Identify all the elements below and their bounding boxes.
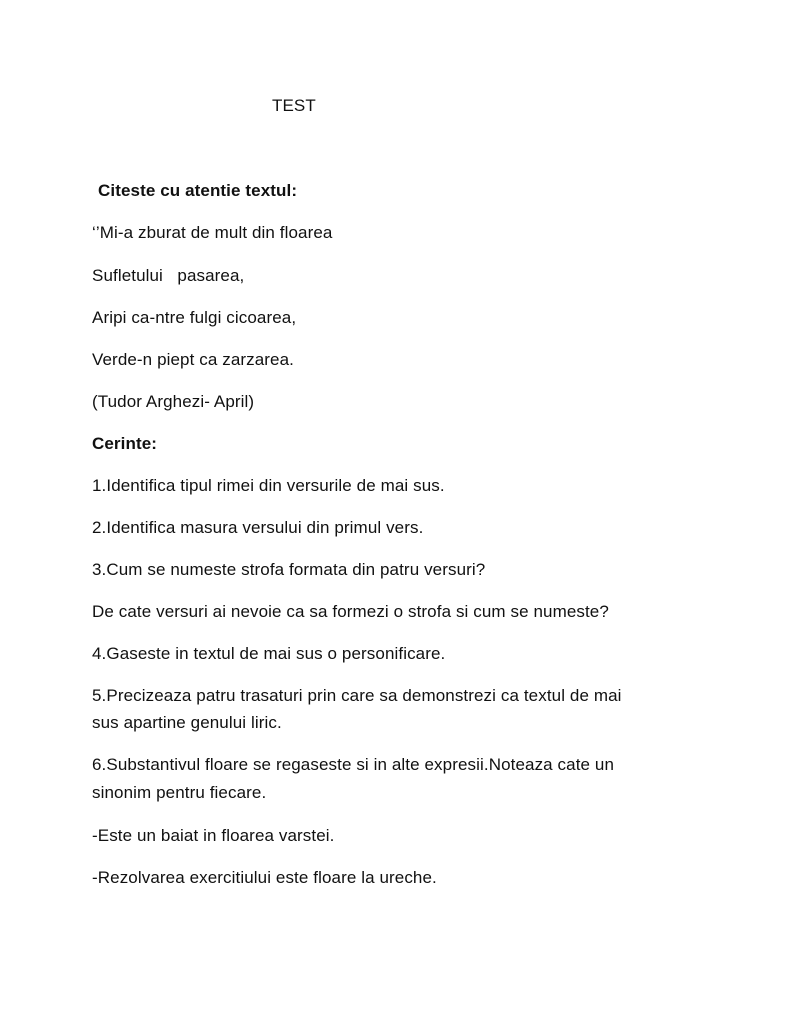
example-sentence: -Este un baiat in floarea varstei. xyxy=(92,826,335,845)
requirement-item: 1.Identifica tipul rimei din versurile de mai sus. xyxy=(92,476,445,495)
requirement-item-continuation: sus apartine genului liric. xyxy=(92,713,282,732)
page-title: TEST xyxy=(272,96,316,115)
requirement-item: 3.Cum se numeste strofa formata din patru versuri? xyxy=(92,560,486,579)
requirement-item: 6.Substantivul floare se regaseste si in alte expresii.Noteaza cate un xyxy=(92,755,615,774)
poem-source: (Tudor Arghezi- April) xyxy=(92,392,255,411)
requirement-item: 2.Identifica masura versului din primul vers. xyxy=(92,518,424,537)
requirements-heading: Cerinte: xyxy=(92,434,158,453)
instruction-heading: Citeste cu atentie textul: xyxy=(98,181,298,200)
requirement-item: De cate versuri ai nevoie ca sa formezi o strofa si cum se numeste? xyxy=(92,602,609,621)
poem-line: Aripi ca-ntre fulgi cicoarea, xyxy=(92,308,297,327)
requirement-item: 5.Precizeaza patru trasaturi prin care sa demonstrezi ca textul de mai xyxy=(92,686,622,705)
requirement-item: 4.Gaseste in textul de mai sus o personificare. xyxy=(92,644,446,663)
example-sentence: -Rezolvarea exercitiului este floare la ureche. xyxy=(92,868,437,887)
poem-line: Verde-n piept ca zarzarea. xyxy=(92,350,294,369)
poem-line: ‘’Mi-a zburat de mult din floarea xyxy=(92,223,333,242)
poem-line: Sufletului pasarea, xyxy=(92,266,245,285)
requirement-item-continuation: sinonim pentru fiecare. xyxy=(92,783,267,802)
